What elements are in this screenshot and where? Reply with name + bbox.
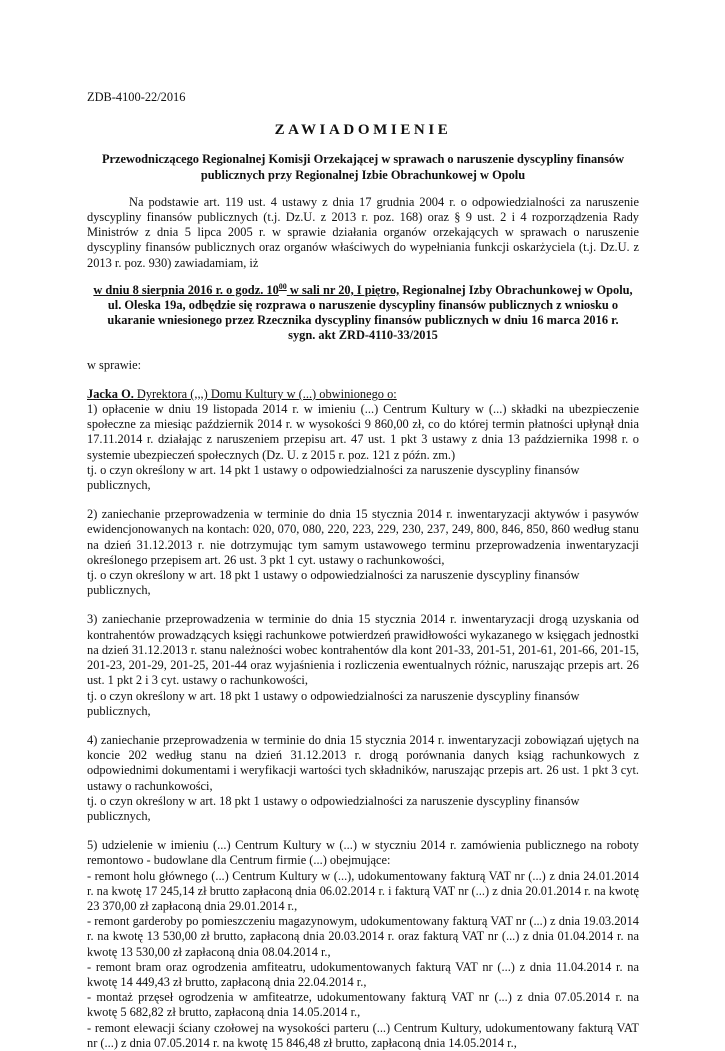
- hearing-notice: [87, 283, 639, 344]
- case-signature: sygn. akt ZRD-4110-33/2015: [288, 328, 438, 343]
- charge: [87, 733, 639, 824]
- list-item: - remont garderoby po pomieszczeniu magazynowym, udokumentowany fakturą VAT nr (...) z dnia 19.03.2014 r. na kwotę 13 530,00 zł brutto, zapłaconą dnia 20.03.2014 r. oraz fakturą VAT nr (...) z dnia 01.04.2014 r. na kwotę 13 530,00 zł zapłaconą dnia 08.04.2014 r.,: [87, 914, 639, 959]
- charge: [87, 612, 639, 718]
- document-subtitle: Przewodniczącego Regionalnej Komisji Orzekającej w sprawach o naruszenie dyscypliny finansów publicznych przy Regionalnej Izbie Obrachunkowej w Opolu: [101, 152, 625, 182]
- list-item: - remont bram oraz ogrodzenia amfiteatru, udokumentowanych fakturą VAT nr (...) z dnia 11.04.2014 r. na kwotę 14 449,43 zł brutto, zapłaconą dnia 22.04.2014 r.,: [87, 959, 639, 989]
- charge: [87, 507, 639, 598]
- hearing-hour-minutes: 00: [278, 281, 287, 291]
- document-title: ZAWIADOMIENIE: [274, 122, 452, 139]
- list-item: - remont holu głównego (...) Centrum Kultury w (...), udokumentowany fakturą VAT nr (...) z dnia 24.01.2014 r. na kwotę 17 245,14 zł brutto zapłaconą dnia 06.02.2014 r. i fakturą VAT nr (...) z dnia 20.01.2014 r. na kwotę 23 370,00 zł zapłaconą dnia 29.01.2014 r.,: [87, 868, 639, 913]
- charge-qualification: tj. o czyn określony w art. 14 pkt 1 ustawy o odpowiedzialności za naruszenie dyscypliny finansów publicznych,: [87, 462, 580, 493]
- charge-5: [87, 838, 639, 1051]
- case-label: w sprawie:: [87, 357, 142, 372]
- document-reference: ZDB-4100-22/2016: [87, 90, 186, 104]
- accused-name: Jacka O.: [87, 386, 134, 401]
- charge-text: 2) zaniechanie przeprowadzenia w terminie do dnia 15 stycznia 2014 r. inwentaryzacji aktywów i pasywów ewidencjonowanych na kontach: 020, 070, 080, 220, 223, 229, 230, 237, 249, 800, 846, 850, 860 według stanu na dzień 31.12.2013 r. nie dotrzymując tym samym ustawowego terminu przeprowadzenia inwentaryzacji określonego przepisem art. 26 ust. 3 pkt 1 cyt. ustawy o rachunkowości,: [87, 507, 639, 567]
- charge-text: 4) zaniechanie przeprowadzenia w terminie do dnia 15 stycznia 2014 r. inwentaryzacji zobowiązań ujętych na koncie 202 według stanu na dzień 31.12.2013 r. drogą porównania danych ksiąg rachunkowych z odpowiednimi dokumentami i weryfikacji wartości tych składników, naruszając przepis art. 26 ust. 1 pkt 3 cyt. ustawy o rachunkowości,: [87, 732, 639, 793]
- intro-paragraph: Na podstawie art. 119 ust. 4 ustawy z dnia 17 grudnia 2004 r. o odpowiedzialności za naruszenie dyscypliny finansów publicznych (t.j. Dz.U. z 2013 r. poz. 168) oraz § 9 ust. 2 i 4 rozporządzenia Rady Ministrów z dnia 5 lipca 2005 r. w sprawie działania organów orzekających w sprawach o naruszenie dyscypliny finansów publicznych oraz organów właściwych do wypełniania funkcji oskarżyciela (t.j. Dz.U. z 2013 r. poz. 930) zawiadamiam, iż: [87, 194, 639, 270]
- charge-text: 1) opłacenie w dniu 19 listopada 2014 r. w imieniu (...) Centrum Kultury w (...) składki na ubezpieczenie społeczne za miesiąc październik 2014 r. w wysokości 9 860,00 zł, co do której termin płatności upłynął dnia 17.11.2014 r. działając z naruszeniem przepisu art. 47 ust. 1 pkt 3 ustawy z dnia 13 października 1998 r. o systemie ubezpieczeń społecznych (Dz. U. z 2015 r. poz. 121 z późn. zm.): [87, 402, 639, 462]
- charge-text: 3) zaniechanie przeprowadzenia w terminie do dnia 15 stycznia 2014 r. inwentaryzacji drogą uzyskania od kontrahentów prowadzących księgi rachunkowe potwierdzeń prawidłowości wykazanego w księgach jednostki na dzień 31.12.2013 r. stanu należności wobec kontrahentów dla kont 201-33, 201-51, 201-61, 201-66, 201-15, 201-23, 201-29, 201-25, 201-44 oraz wyjaśnienia i rozliczenia ewentualnych różnic, naruszając przepis art. 26 ust. 1 pkt 2 i 3 cyt. ustawy o rachunkowości,: [87, 612, 639, 688]
- list-item: - remont elewacji ściany czołowej na wysokości parteru (...) Centrum Kultury, udokumentowany fakturą VAT nr (...) z dnia 07.05.2014 r. na kwotę 15 846,48 zł brutto, zapłaconą dnia 14.05.2014 r.,: [87, 1020, 639, 1050]
- charge-text: 5) udzielenie w imieniu (...) Centrum Kultury w (...) w styczniu 2014 r. zamówienia publicznego na roboty remontowo - budowlane dla Centrum firmie (...) obejmujące:: [87, 838, 639, 868]
- accused-role: Dyrektora (,,,) Domu Kultury w (...) obwinionego o:: [133, 386, 397, 401]
- hearing-date: w dniu 8 sierpnia 2016 r. o godz. 10: [93, 282, 279, 297]
- charge-qualification: tj. o czyn określony w art. 18 pkt 1 ustawy o odpowiedzialności za naruszenie dyscypliny finansów publicznych,: [87, 793, 580, 823]
- charge-qualification: tj. o czyn określony w art. 18 pkt 1 ustawy o odpowiedzialności za naruszenie dyscypliny finansów publicznych,: [87, 568, 580, 598]
- charge-qualification: tj. o czyn określony w art. 18 pkt 1 ustawy o odpowiedzialności za naruszenie dyscypliny finansów publicznych,: [87, 688, 580, 718]
- accused-line: [87, 387, 639, 402]
- list-item: - montaż przęseł ogrodzenia w amfiteatrze, udokumentowany fakturą VAT nr (...) z dnia 07.05.2014 r. na kwotę 5 682,82 zł brutto, zapłaconą dnia 14.05.2014 r.,: [87, 990, 639, 1020]
- charge: [87, 402, 639, 493]
- document-page: [87, 90, 639, 1051]
- hearing-room: w sali nr 20, I piętro,: [286, 282, 400, 297]
- hearing-details: Regionalnej Izby Obrachunkowej w Opolu, ul. Oleska 19a, odbędzie się rozprawa o naruszenie dyscypliny finansów publicznych z wniosku o ukaranie wniesionego przez Rzecznika dyscypliny finansów publicznych w dniu 16 marca 2016 r.: [107, 282, 633, 328]
